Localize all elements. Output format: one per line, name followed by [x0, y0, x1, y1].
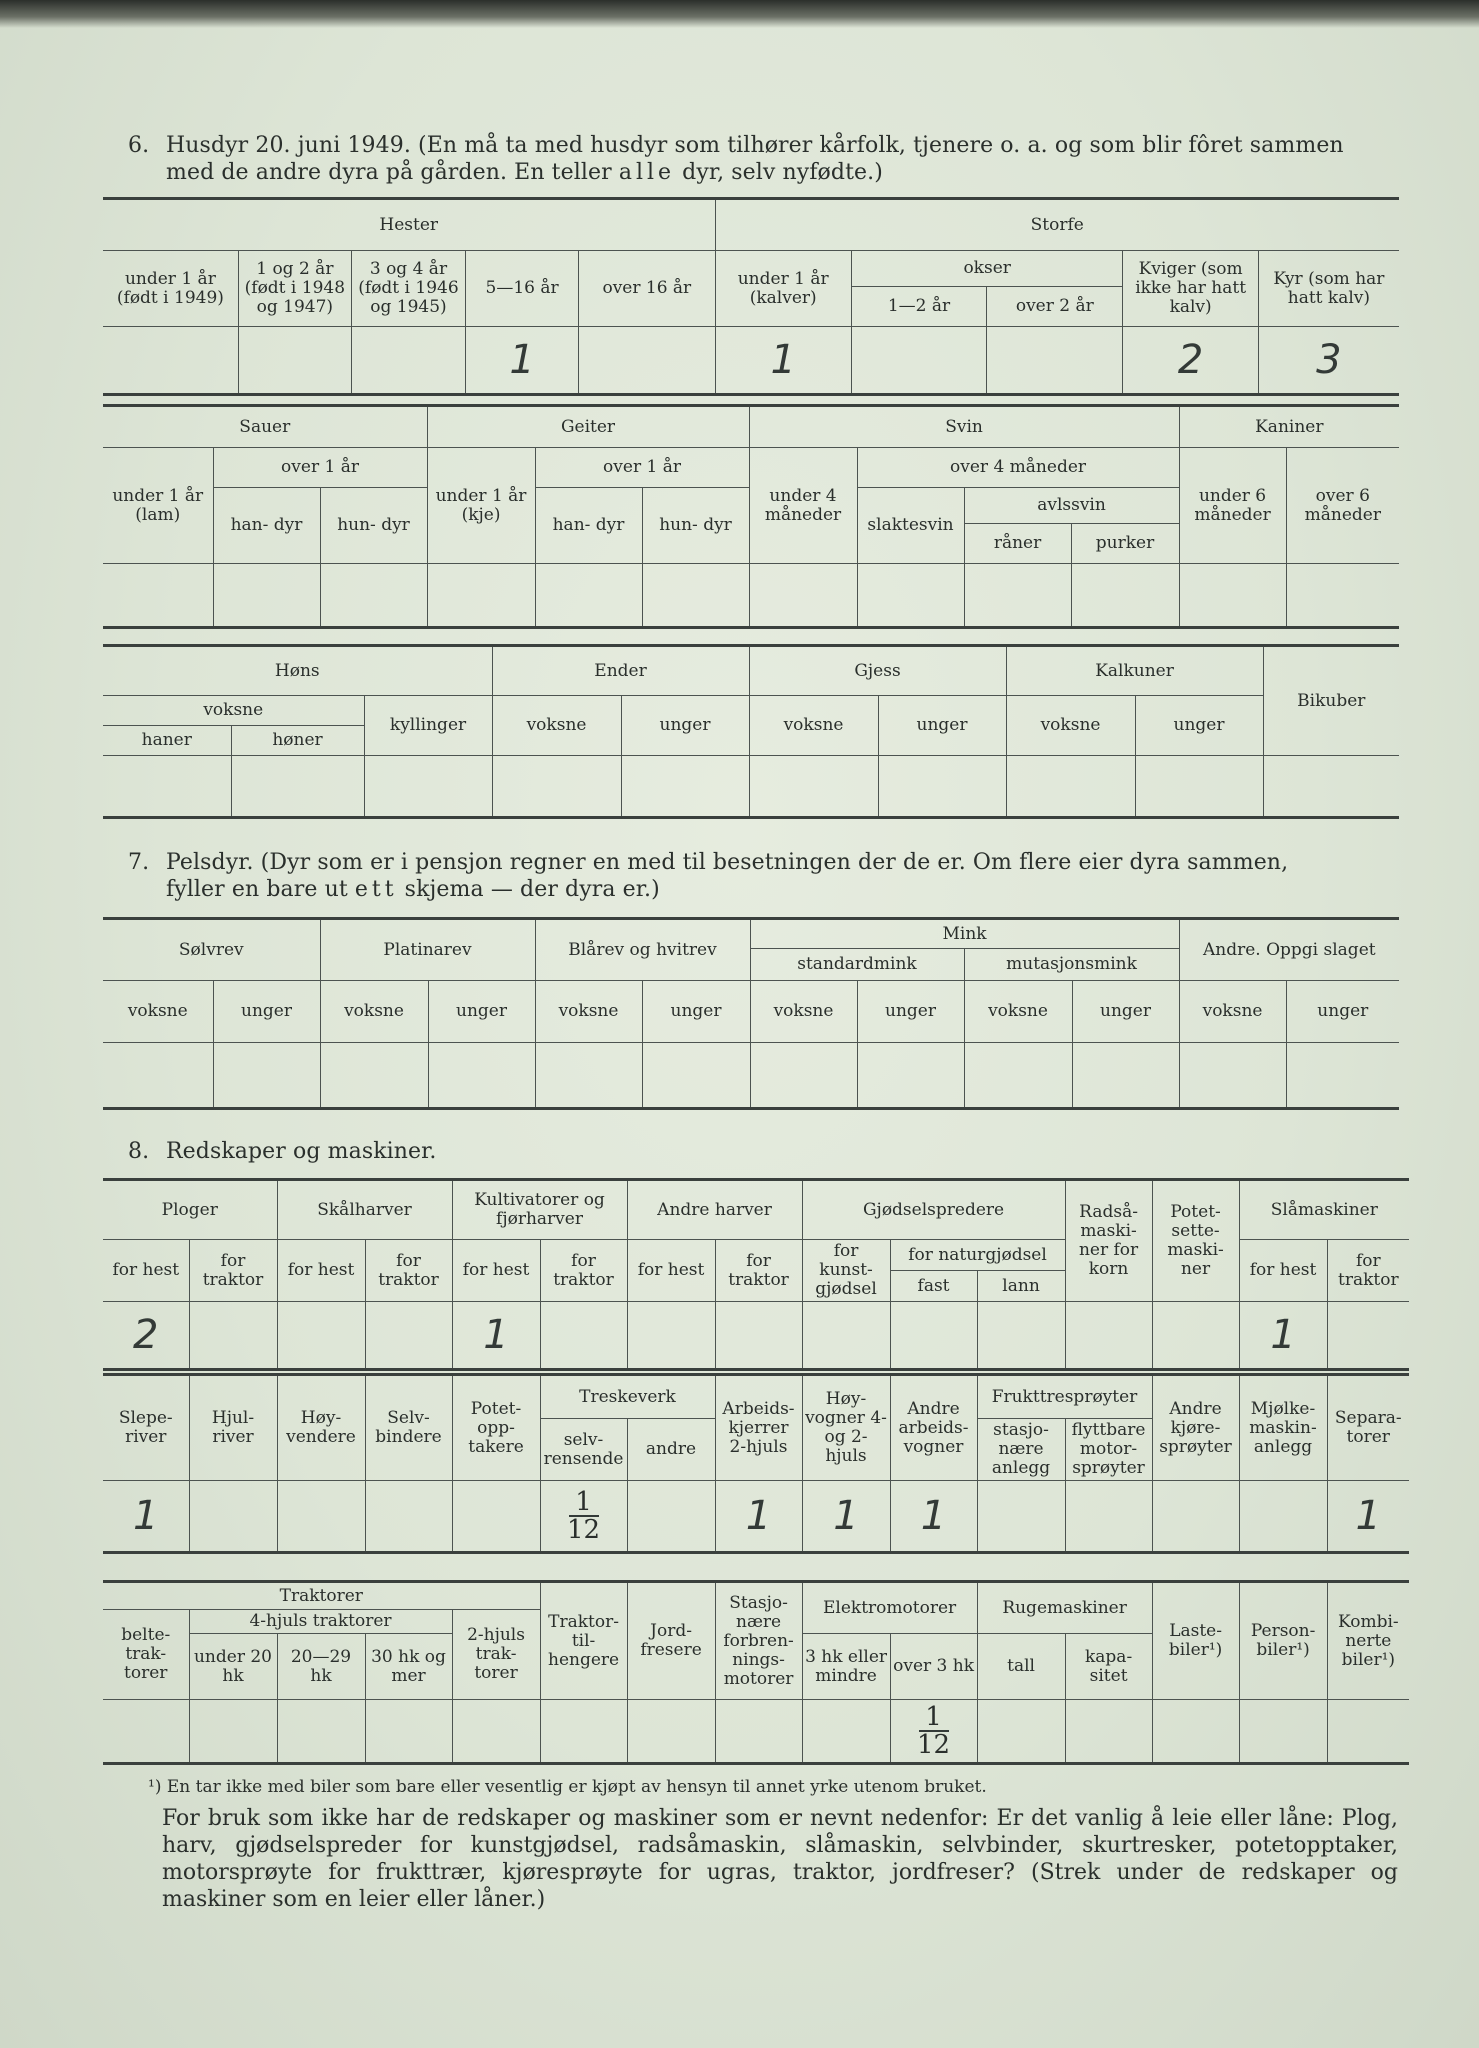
entry-cell[interactable] — [1327, 1700, 1409, 1764]
fraction-value: $\frac{1}{12}$ — [917, 1701, 951, 1760]
fjorfe-table: Høns Ender Gjess Kalkuner Bikuber voksne kyllinger voksne unger voksne unger voksne unger haner høner — [103, 644, 1399, 819]
storfe-value[interactable]: 3 — [1258, 327, 1399, 395]
entry-cell[interactable] — [627, 1481, 715, 1553]
storfe-value[interactable]: 1 — [715, 327, 851, 395]
entry-cell[interactable] — [977, 1700, 1065, 1764]
entry-cell[interactable] — [749, 756, 878, 818]
entry-cell[interactable] — [535, 1043, 642, 1109]
kultivator-hest-value[interactable]: 1 — [452, 1302, 540, 1370]
entry-cell[interactable] — [1263, 756, 1399, 818]
entry-cell[interactable] — [627, 1302, 715, 1370]
entry-cell[interactable] — [1286, 1043, 1399, 1109]
hester-value[interactable] — [579, 327, 715, 395]
arbeidskjerrer-value[interactable]: 1 — [715, 1481, 802, 1553]
entry-cell[interactable] — [1071, 564, 1179, 628]
hester-value[interactable]: 1 — [466, 327, 579, 395]
arbeidsvogner-value[interactable]: 1 — [890, 1481, 977, 1553]
entry-cell[interactable] — [540, 1302, 627, 1370]
entry-cell[interactable] — [277, 1700, 365, 1764]
entry-cell[interactable] — [802, 1700, 890, 1764]
hester-value[interactable] — [103, 327, 238, 395]
entry-cell[interactable] — [320, 1043, 428, 1109]
hester-value[interactable] — [238, 327, 351, 395]
entry-cell[interactable] — [642, 564, 749, 628]
entry-cell[interactable] — [103, 1043, 213, 1109]
entry-cell[interactable] — [1065, 1700, 1152, 1764]
slepe-value[interactable]: 1 — [103, 1481, 189, 1553]
entry-cell[interactable] — [452, 1700, 540, 1764]
redskaper-table-3: Traktorer Traktor- til- hengere Jord- fresere Stasjo- nære forbren- nings- motorer Elektromotorer Rugemaskiner Laste- biler¹) Person- biler¹) Kombi- nerte biler¹) belte- trak- torer 4-hjuls traktorer 2-hjuls trak- torer under 20 hk 20—29 hk 30 hk og mer 3 hk eller mindre over 3 hk tall kapa- sitet $\frac{1}{12}$ — [103, 1580, 1409, 1765]
entry-cell[interactable] — [277, 1302, 365, 1370]
storfe-value[interactable]: 2 — [1123, 327, 1258, 395]
sla-hest-value[interactable]: 1 — [1239, 1302, 1327, 1370]
sauer-geiter-svin-table: Sauer Geiter Svin Kaniner under 1 år (lam) over 1 år under 1 år (kje) over 1 år under 4 måneder over 4 måneder under 6 måneder over 6 måneder han- dyr hun- dyr han- dyr hun- dyr slaktesvin avlssvin råner purker — [103, 404, 1399, 629]
section8-heading: 8. Redskaper og maskiner. — [128, 1139, 437, 1164]
entry-cell[interactable] — [189, 1302, 277, 1370]
entry-cell[interactable] — [749, 564, 857, 628]
entry-cell[interactable] — [1072, 1043, 1179, 1109]
entry-cell[interactable] — [103, 564, 213, 628]
scan-edge — [0, 0, 1479, 28]
entry-cell[interactable] — [189, 1481, 277, 1553]
section7-heading: 7. Pelsdyr. (Dyr som er i pensjon regner en med til besetningen der de er. Om flere eier dyra sammen, fyller en bare ut ett skjema — der dyra er.) — [128, 850, 1289, 902]
footnote: ¹) En tar ikke med biler som bare eller vesentlig er kjøpt av hensyn til annet yrke utenom bruket. — [148, 1777, 987, 1797]
entry-cell[interactable] — [1179, 1043, 1286, 1109]
hester-value[interactable] — [351, 327, 465, 395]
entry-cell[interactable] — [715, 1700, 802, 1764]
storfe-value[interactable] — [987, 327, 1123, 395]
entry-cell[interactable] — [365, 1481, 452, 1553]
entry-cell[interactable] — [231, 756, 364, 818]
pelsdyr-table: Sølvrev Platinarev Blårev og hvitrev Mink Andre. Oppgi slaget standardmink mutasjonsmink voksne unger voksne unger voksne unger voksne unger voksne unger voksne unger — [103, 917, 1399, 1110]
entry-cell[interactable] — [365, 1302, 452, 1370]
entry-cell[interactable] — [492, 756, 621, 818]
entry-cell[interactable] — [189, 1700, 277, 1764]
entry-cell[interactable] — [1239, 1481, 1327, 1553]
entry-cell[interactable] — [103, 1700, 189, 1764]
entry-cell[interactable] — [277, 1481, 365, 1553]
entry-cell[interactable] — [452, 1481, 540, 1553]
entry-cell[interactable] — [540, 1700, 627, 1764]
entry-cell[interactable] — [621, 756, 749, 818]
entry-cell[interactable] — [428, 1043, 535, 1109]
ploger-hest-value[interactable]: 2 — [103, 1302, 189, 1370]
entry-cell[interactable] — [1135, 756, 1263, 818]
hoyvogner-value[interactable]: 1 — [802, 1481, 890, 1553]
entry-cell[interactable] — [750, 1043, 857, 1109]
entry-cell[interactable] — [320, 564, 427, 628]
hester-storfe-table: Hester Storfe under 1 år (født i 1949) 1 og 2 år (født i 1948 og 1947) 3 og 4 år (født i 1946 og 1945) 5—16 år over 16 år under 1 år (kalver) okser Kviger (som ikke har hatt kalv) Kyr (som har hatt kalv) 1—2 år over 2 år 1 1 2 3 — [103, 197, 1399, 396]
entry-cell[interactable] — [642, 1043, 750, 1109]
storfe-value[interactable] — [851, 327, 986, 395]
entry-cell[interactable] — [1065, 1302, 1152, 1370]
entry-cell[interactable] — [627, 1700, 715, 1764]
section6-heading: 6. Husdyr 20. juni 1949. (En må ta med husdyr som tilhører kårfolk, tjenere o. a. og som blir fôret sammen med de andre dyra på gården. En teller alle dyr, selv nyfødte.) — [128, 133, 1344, 185]
entry-cell[interactable] — [890, 1302, 977, 1370]
entry-cell[interactable] — [535, 564, 642, 628]
entry-cell[interactable] — [365, 1700, 452, 1764]
elektromotor-over3-value[interactable] — [890, 1700, 977, 1764]
entry-cell[interactable] — [1239, 1700, 1327, 1764]
entry-cell[interactable] — [213, 564, 320, 628]
entry-cell[interactable] — [977, 1302, 1065, 1370]
entry-cell[interactable] — [715, 1302, 802, 1370]
entry-cell[interactable] — [1179, 564, 1286, 628]
entry-cell[interactable] — [1327, 1302, 1409, 1370]
entry-cell[interactable] — [1286, 564, 1399, 628]
fraction-value: $\frac{1}{12}$ — [566, 1486, 601, 1545]
hester-header: Hester — [103, 199, 715, 251]
entry-cell[interactable] — [1152, 1700, 1239, 1764]
entry-cell[interactable] — [977, 1481, 1065, 1553]
leie-note: For bruk som ikke har de redskaper og maskiner som er nevnt nedenfor: Er det vanlig å leie eller låne: Plog, harv, gjødselspreder for kunstgjødsel, radsåmaskin, slåmaskin, selvbinder, skurtresker, potetopptaker, motorsprøyte for frukttrær, kjøresprøyte for ugras, traktor, jordfreser? (Strek under de redskaper og maskiner som en leier eller låner.) — [162, 1806, 1398, 1912]
entry-cell[interactable] — [878, 756, 1006, 818]
redskaper-table-1: Ploger Skålharver Kultivatorer og fjørharver Andre harver Gjødselspredere Radså- maski- ner for korn Potet- sette- maski- ner Slåmaskiner for hest for traktor for hest for traktor for hest for traktor for hest for traktor for kunst- gjødsel for naturgjødsel for hest for traktor fast lann 2 1 1 — [103, 1178, 1409, 1371]
entry-cell[interactable] — [964, 1043, 1072, 1109]
entry-cell[interactable] — [964, 564, 1071, 628]
entry-cell[interactable] — [802, 1302, 890, 1370]
entry-cell[interactable] — [1152, 1302, 1239, 1370]
entry-cell[interactable] — [1152, 1481, 1239, 1553]
entry-cell[interactable] — [857, 1043, 964, 1109]
entry-cell[interactable] — [213, 1043, 320, 1109]
tresk-selvrensende-value[interactable] — [540, 1481, 627, 1553]
separatorer-value[interactable]: 1 — [1327, 1481, 1409, 1553]
entry-cell[interactable] — [427, 564, 535, 628]
entry-cell[interactable] — [364, 756, 492, 818]
entry-cell[interactable] — [1006, 756, 1135, 818]
storfe-header: Storfe — [715, 199, 1399, 251]
redskaper-table-2: Slepe- river Hjul- river Høy- vendere Selv- bindere Potet- opp- takere Treskeverk Arbeids- kjerrer 2-hjuls Høy- vogner 4- og 2- hjuls Andre arbeids- vogner Frukttresprøyter Andre kjøre- sprøyter Mjølke- maskin- anlegg Separa- torer selv- rensende andre stasjo- nære anlegg flyttbare motor- sprøyter 1 $\frac{1}{12}$ 1 1 1 1 — [103, 1373, 1409, 1554]
entry-cell[interactable] — [857, 564, 964, 628]
entry-cell[interactable] — [1065, 1481, 1152, 1553]
entry-cell[interactable] — [103, 756, 231, 818]
